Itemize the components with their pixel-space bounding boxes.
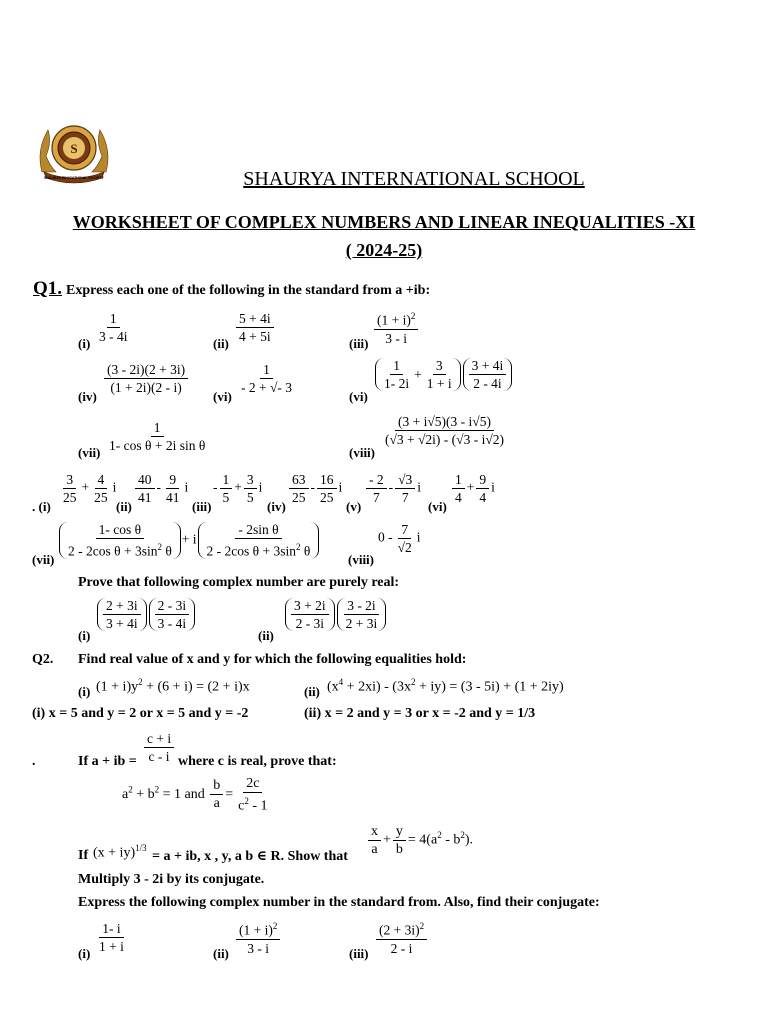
q2-expr-i: $(1 + i)y^2 + (6 + i) = (2 + i)x$ — [96, 677, 250, 695]
q3-dot: . — [32, 754, 36, 769]
real-label-i: (i) — [78, 628, 91, 643]
q2-label-i: (i) — [78, 684, 91, 699]
q3-identity: $a^2 + b^2 = 1$ and $\frac{b}{a}$ = $\frac{2c}{c^2 - 1}$ — [122, 776, 268, 814]
q1-expr-v: $\frac{1}{- 2 + √- 3}$ — [241, 362, 293, 395]
q1-expr-vii: $\frac{1}{\text{1- cos θ + 2i sin θ}}$ — [109, 420, 206, 453]
q4-text-b: = a + ib, x , y, a b ∈ R. Show that — [152, 849, 348, 864]
ans1-lead: . (i) — [32, 499, 51, 514]
q1-label-iv: (iv) — [78, 389, 97, 404]
q6-expr-ii: $\frac{(1 + i)^2}{3 - i}$ — [234, 919, 282, 956]
ans1-label-ii: (ii) — [116, 499, 132, 514]
logo-caption: SHAURYA EDUCATIONAL SOCIETY — [43, 176, 105, 180]
q2-number: Q2. — [32, 652, 54, 667]
ans1-label-vi: (vi) — [428, 499, 447, 514]
q1-label-vi: (vi) — [349, 389, 368, 404]
worksheet-title-line1: WORKSHEET OF COMPLEX NUMBERS AND LINEAR INEQUALITIES -XI — [72, 212, 696, 232]
q6-label-ii: (ii) — [213, 946, 229, 961]
q1-label-v: (vi) — [213, 389, 232, 404]
worksheet-title — [0, 208, 768, 264]
q2-answer-ii: (ii) x = 2 and y = 3 or x = -2 and y = 1/3 — [304, 706, 536, 721]
worksheet-title-line2: ( 2024-25) — [345, 240, 423, 260]
ans1-label-viii: (viii) — [348, 552, 374, 567]
q2-prompt: Find real value of x and y for which the following equalities hold: — [78, 652, 467, 667]
q6-label-iii: (iii) — [349, 946, 369, 961]
q2-answer-i: (i) x = 5 and y = 2 or x = 5 and y = -2 — [32, 706, 249, 721]
q1-prompt: Express each one of the following in the standard from a +ib: — [66, 283, 431, 298]
q4-identity: $\frac{x}{a}$ + $\frac{y}{b}$ = $4(a^2 - b^2)$. — [366, 824, 473, 857]
q1-expr-iii: $\frac{(1 + i)^2}{3 - i}$ — [372, 309, 420, 346]
ans1-label-v: (v) — [346, 499, 362, 514]
q1-number: Q1. — [33, 278, 63, 299]
real-expr-i: 2 + 3i 3 + 4i 2 - 3i 3 - 4i — [96, 598, 196, 631]
q3-fraction: $\frac{c + i}{c - i}$ — [142, 731, 176, 764]
ans1-expr-v: $\frac{- 2}{7}$ - $\frac{√3}{7}$ i — [364, 472, 421, 505]
real-prompt: Prove that following complex number are purely real: — [78, 575, 400, 590]
q1-expr-iv: $\frac{(3 - 2i)(2 + 3i)}{(1 + 2i)(2 - i)}$ — [102, 362, 190, 395]
ans1-expr-i: $\frac{3}{25}$ + $\frac{4}{25}$ i — [63, 472, 117, 505]
ans1-expr-iv: $\frac{63}{25}$ - $\frac{16}{25}$ i — [287, 472, 342, 505]
ans1-label-vii: (vii) — [32, 552, 55, 567]
q1-label-i: (i) — [78, 336, 91, 351]
ans1-expr-vii: 1- cos θ 2 - 2cos $\theta + 3\sin^2$ θ + i - 2sin θ 2 - 2cos $\theta + 3\sin^2$ θ — [58, 522, 320, 559]
q6-expr-i: $\frac{1- i}{1 + i}$ — [99, 921, 124, 954]
q1-expr-i: $\frac{1}{3 - 4i}$ — [99, 311, 128, 344]
q1-expr-viii: $\frac{(3 + i√5)(3 - i√5)}{(√3 + √2i) - (√3 - i√2)}$ — [385, 414, 504, 447]
q4-text-a: If — [78, 848, 89, 863]
q2-label-ii: (ii) — [304, 684, 320, 699]
q3-text-a: If a + ib = — [78, 754, 137, 769]
q1-expr-vi: 1 1- 2i + 3 1 + i 3 + 4i 2 - 4i — [374, 358, 513, 391]
ans1-expr-viii: 0 - $\frac{7}{√2}$ i — [378, 522, 421, 555]
q3-text-b: where c is real, prove that: — [178, 754, 337, 769]
ans1-label-iii: (iii) — [192, 499, 212, 514]
q1-expr-ii: $\frac{5 + 4i}{4 + 5i}$ — [234, 311, 276, 344]
ans1-expr-ii: $\frac{40}{41}$ - $\frac{9}{41}$ i — [133, 472, 188, 505]
q6-prompt: Express the following complex number in the standard from. Also, find their conjugate: — [78, 895, 600, 910]
svg-text:S: S — [70, 141, 78, 156]
q1-label-viii: (viii) — [349, 445, 375, 460]
ans1-expr-vi: $\frac{1}{4}$ + $\frac{9}{4}$ i — [450, 472, 495, 505]
q2-expr-ii: $(x^4 + 2xi) - (3x^2 + iy) = (3 - 5i) + (1 + 2iy)$ — [327, 677, 564, 695]
q1-label-ii: (ii) — [213, 336, 229, 351]
q6-expr-iii: $\frac{(2 + 3i)^2}{2 - i}$ — [374, 919, 429, 956]
real-expr-ii: 3 + 2i 2 - 3i 3 - 2i 2 + 3i — [284, 598, 387, 631]
q1-heading — [33, 278, 430, 300]
ans1-label-iv: (iv) — [267, 499, 286, 514]
q1-label-iii: (iii) — [349, 336, 369, 351]
ans1-expr-iii: - $\frac{1}{5}$ + $\frac{3}{5}$ i — [213, 472, 263, 505]
real-label-ii: (ii) — [258, 628, 274, 643]
q5-text: Multiply 3 - 2i by its conjugate. — [78, 872, 265, 887]
school-name: SHAURYA INTERNATIONAL SCHOOL — [243, 168, 585, 190]
q1-label-vii: (vii) — [78, 445, 101, 460]
q6-label-i: (i) — [78, 946, 91, 961]
q4-power: (x + iy)$^{1/3}$ — [93, 843, 147, 861]
